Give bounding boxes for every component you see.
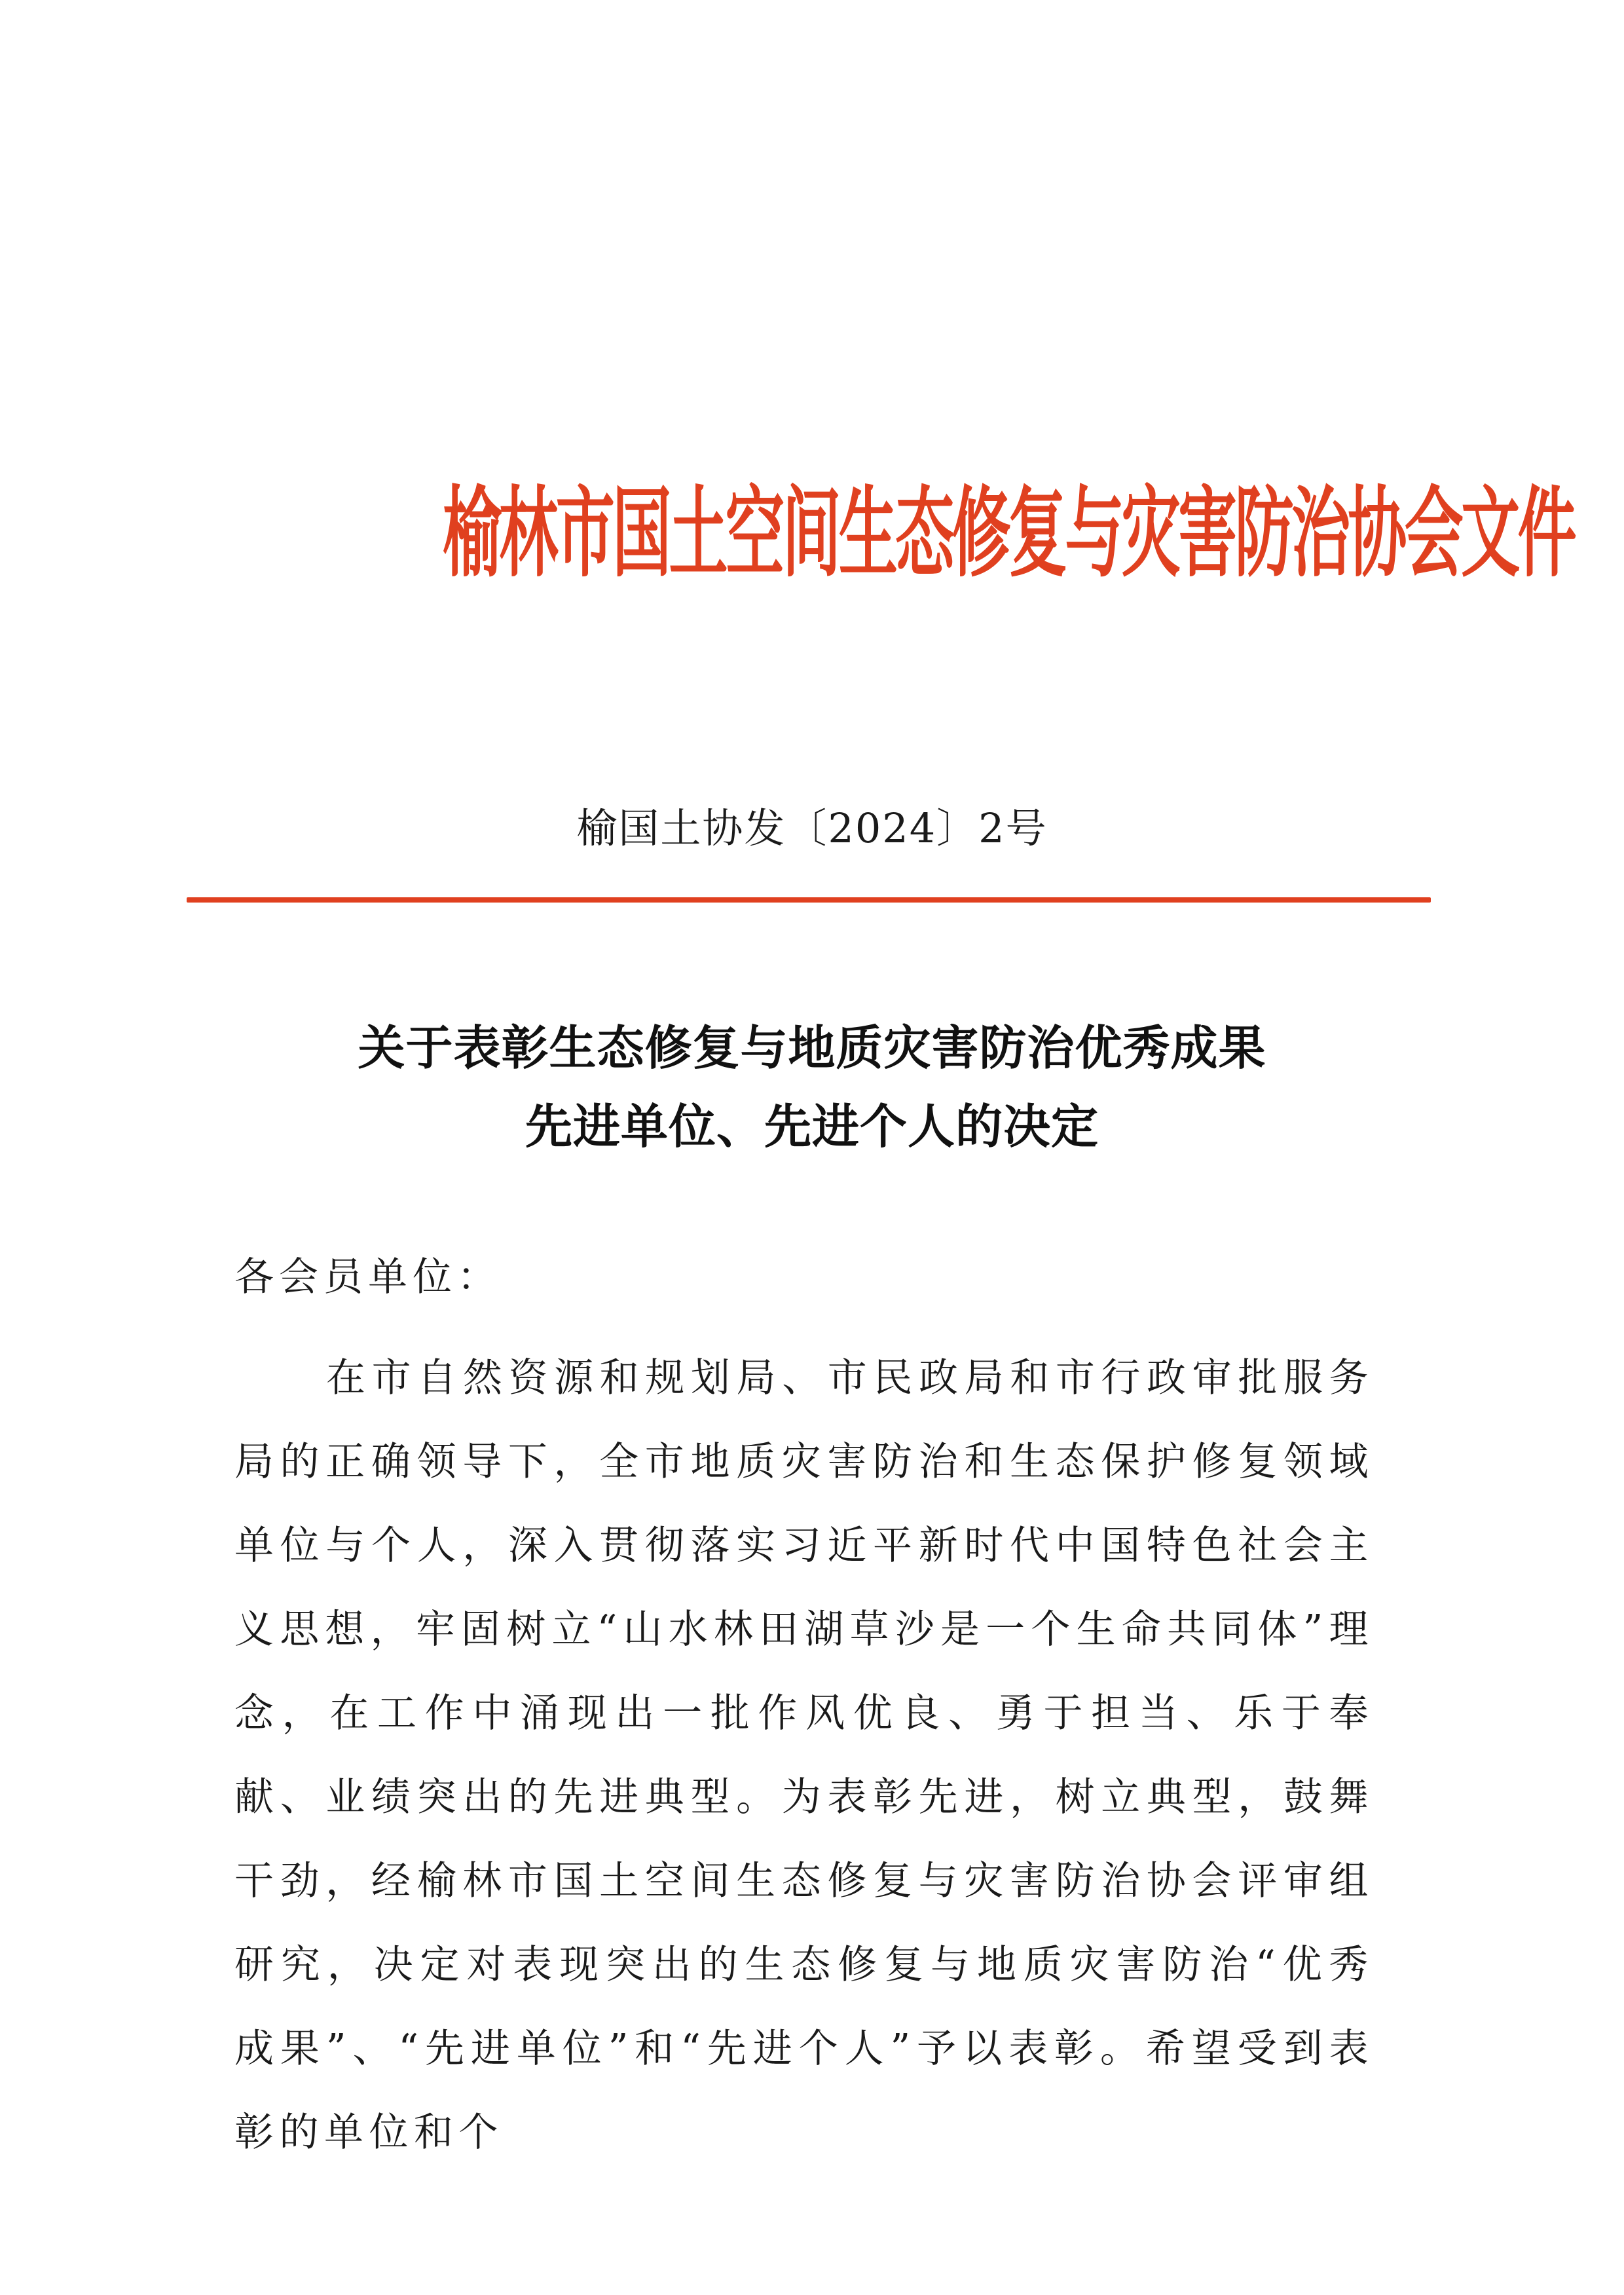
document-number: 榆国土协发〔2024〕2号 xyxy=(576,804,1048,852)
red-separator-line xyxy=(187,897,1431,903)
salutation: 各会员单位： xyxy=(234,1254,502,1300)
body-paragraph: 在市自然资源和规划局、市民政局和市行政审批服务局的正确领导下，全市地质灾害防治和生态保护修复领域单位与个人，深入贯彻落实习近平新时代中国特色社会主义思想，牢固树立“山水林田湖草沙是一个生命共同体”理念，在工作中涌现出一批作风优良、勇于担当、乐于奉献、业绩突出的先进典型。为表彰先进，树立典型，鼓舞干劲，经榆林市国土空间生态修复与灾害防治协会评审组研究，决定对表现突出的生态修复与地质灾害防治“优秀成果”、“先进单位”和“先进个人”予以表彰。希望受到表彰的单位和个 xyxy=(234,1355,1374,2155)
document-title-line-2: 先进单位、先进个人的决定 xyxy=(525,1098,1099,1154)
document-title-line-1: 关于表彰生态修复与地质灾害防治优秀成果 xyxy=(358,1020,1266,1075)
issuer-header-title: 榆林市国土空间生态修复与灾害防治协会文件 xyxy=(443,477,1575,591)
